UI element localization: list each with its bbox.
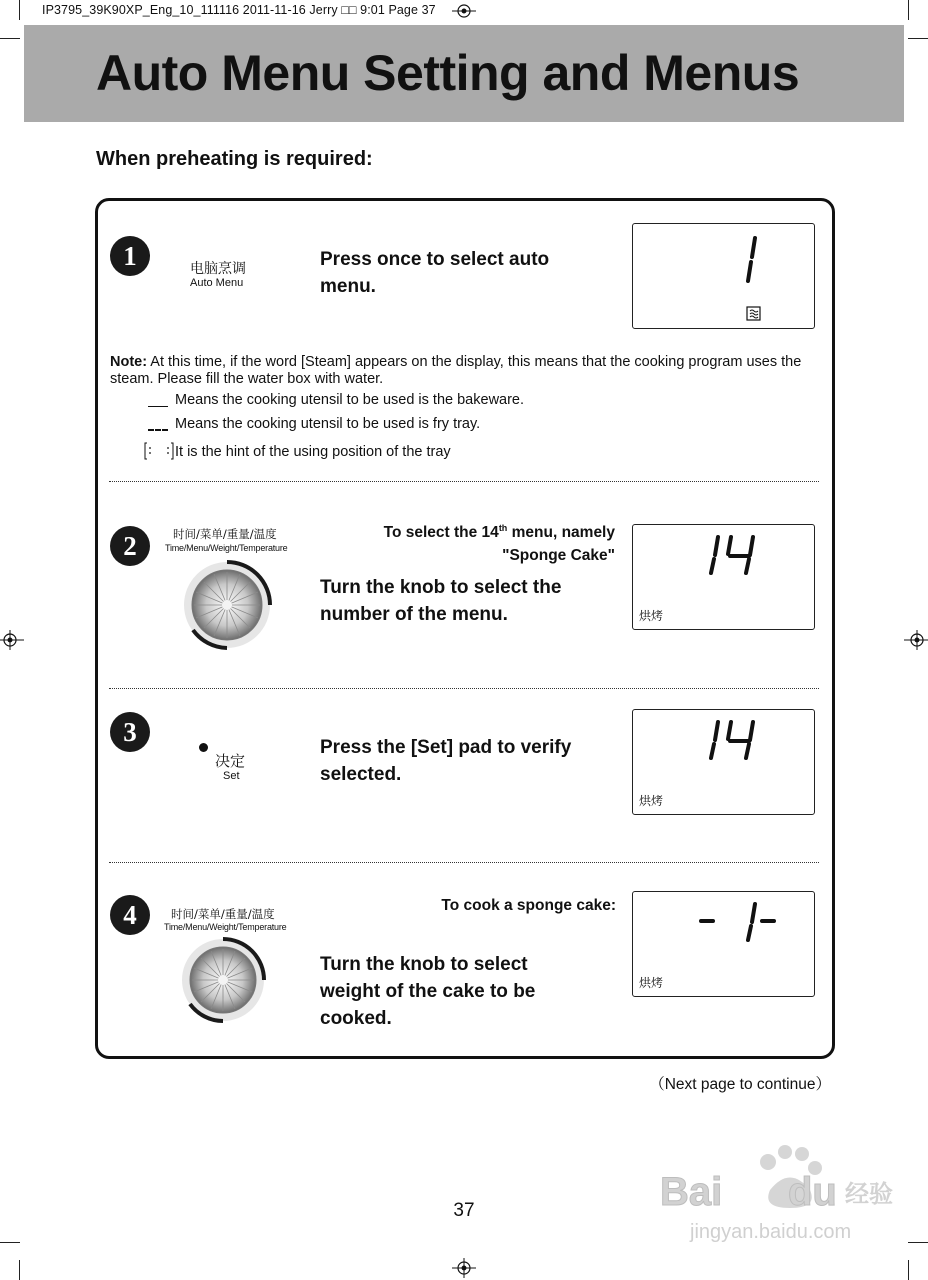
lcd-display-step-2 [632, 524, 815, 630]
note-tray-position: It is the hint of the using position of the tray [175, 444, 451, 460]
svg-text:jingyan.baidu.com: jingyan.baidu.com [690, 1221, 852, 1243]
note-text: At this time, if the word [Steam] appears on the display, this means that the cooking program uses the steam. Please fill the water box with water. [110, 354, 802, 387]
crop-mark [0, 1242, 20, 1243]
step-2-hint [330, 517, 615, 567]
step-number-1: 1 [110, 236, 150, 276]
baidu-watermark-logo [660, 1140, 893, 1250]
bakeware-icon [148, 403, 168, 407]
section-subtitle: When preheating is required: [96, 148, 373, 170]
note-bakeware: Means the cooking utensil to be used is the bakeware. [175, 392, 525, 408]
display-mode-label: 烘烤 [639, 609, 664, 623]
divider [109, 688, 819, 689]
note-label: Note: [110, 354, 148, 370]
divider [109, 481, 819, 482]
continue-note: （Next page to continue） [649, 1076, 831, 1093]
step-4-hint: To cook a sponge cake: [441, 897, 616, 914]
knob-label-cn: 时间/菜单/重量/温度 [171, 907, 275, 921]
crop-mark [908, 0, 909, 20]
crop-mark [908, 38, 928, 39]
step-1-instruction: Press once to select auto menu. [320, 249, 550, 297]
crop-mark [19, 1260, 20, 1280]
divider [109, 862, 819, 863]
step-number-3: 3 [110, 712, 150, 752]
hint-superscript: th [498, 523, 508, 533]
crop-mark [908, 1242, 928, 1243]
svg-text:经验: 经验 [845, 1180, 893, 1208]
note-block [110, 354, 810, 388]
registration-mark-icon [904, 628, 928, 652]
page-title: Auto Menu Setting and Menus [96, 45, 800, 101]
hint-text: To select the 14 [383, 524, 499, 542]
lcd-display-step-4 [632, 891, 815, 997]
display-mode-label: 烘烤 [639, 976, 664, 990]
lcd-display-step-1 [632, 223, 815, 329]
registration-mark-icon [0, 628, 24, 652]
display-mode-label: 烘烤 [639, 794, 664, 808]
set-button-cn: 决定 [215, 752, 246, 770]
registration-mark-icon [452, 0, 476, 22]
step-3-instruction: Press the [Set] pad to verify selected. [320, 737, 572, 785]
dial-knob-icon [181, 938, 265, 1022]
steam-icon [746, 306, 762, 322]
page-number: 37 [453, 1200, 475, 1221]
auto-menu-button-en: Auto Menu [190, 277, 244, 289]
tray-position-icon [143, 442, 175, 460]
note-fry-tray: Means the cooking utensil to be used is fry tray. [175, 416, 481, 432]
hint-text: menu, namely [507, 524, 615, 542]
auto-menu-button-cn: 电脑烹调 [190, 261, 246, 277]
lcd-digits [633, 224, 814, 328]
knob-label-en: Time/Menu/Weight/Temperature [164, 922, 287, 932]
crop-mark [19, 0, 20, 20]
lcd-display-step-3 [632, 709, 815, 815]
print-header: IP3795_39K90XP_Eng_10_111116 2011-11-16 Jerry □□ 9:01 Page 37 [42, 3, 436, 17]
crop-mark [908, 1260, 909, 1280]
set-button-en: Set [223, 770, 240, 782]
set-indicator-dot-icon [199, 743, 208, 752]
step-2-instruction: Turn the knob to select the number of the menu. [320, 577, 562, 625]
registration-mark-icon [452, 1256, 476, 1280]
hint-menu-name: "Sponge Cake" [502, 547, 615, 565]
dial-knob-icon [183, 560, 271, 650]
step-4-instruction: Turn the knob to select weight of the cake to be cooked. [320, 954, 536, 1029]
knob-label-en: Time/Menu/Weight/Temperature [165, 543, 288, 553]
svg-text:du: du [788, 1170, 837, 1214]
step-number-2: 2 [110, 526, 150, 566]
knob-label-cn: 时间/菜单/重量/温度 [173, 527, 277, 541]
svg-text:Bai: Bai [660, 1170, 723, 1214]
fry-tray-icon [148, 426, 168, 431]
step-number-4: 4 [110, 895, 150, 935]
crop-mark [0, 38, 20, 39]
